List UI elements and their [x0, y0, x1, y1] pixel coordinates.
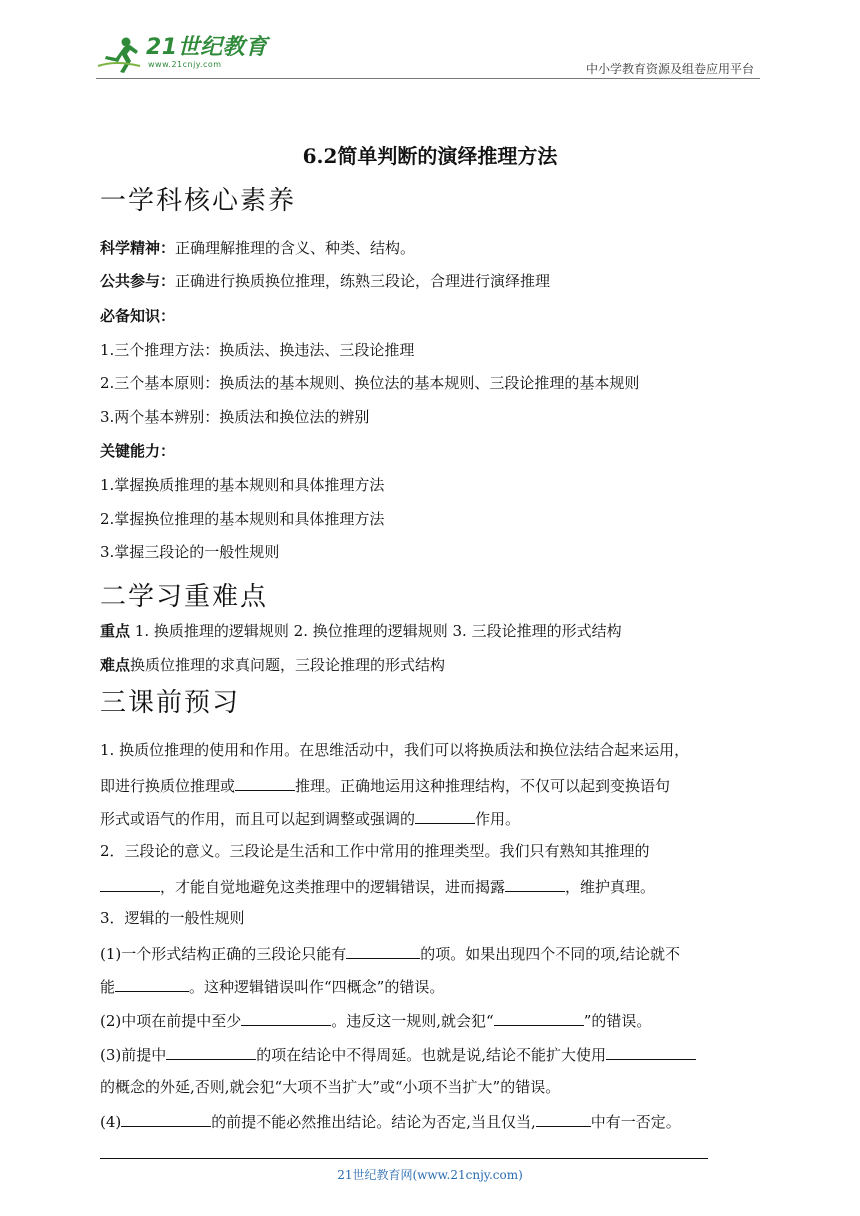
ability-label: 关键能力：: [100, 442, 176, 460]
preview-p2-line2: ，才能自觉地避免这类推理中的逻辑错误，进而揭露 ，维护真理。: [100, 875, 655, 897]
fill-blank[interactable]: [100, 875, 160, 892]
science-spirit-line: [100, 238, 415, 258]
fill-blank[interactable]: [121, 1110, 211, 1127]
header-divider: [96, 78, 760, 79]
page-header: [96, 30, 760, 80]
fill-blank[interactable]: [346, 942, 420, 959]
hard-label: 难点: [100, 656, 131, 674]
fill-blank[interactable]: [415, 807, 475, 824]
hard-points-line: [100, 655, 445, 675]
knowledge-item: 1.三个推理方法：换质法、换违法、三段论推理: [100, 341, 415, 359]
footer-divider: [100, 1158, 708, 1159]
rule-1-line2: 能 。这种逻辑错误叫作“四概念”的错误。: [100, 975, 444, 997]
fill-blank[interactable]: [235, 774, 295, 791]
fill-blank[interactable]: [166, 1043, 256, 1060]
rule-3-line1: (3)前提中 的项在结论中不得周延。也就是说,结论不能扩大使用: [100, 1043, 696, 1065]
key-label: 重点: [100, 622, 131, 640]
key-points-line: [100, 621, 622, 641]
science-label: 科学精神：: [100, 239, 176, 257]
logo-text: 21世纪教育: [146, 35, 268, 60]
rule-2-line: (2)中项在前提中至少 。违反这一规则,就会犯“ ”的错误。: [100, 1009, 651, 1031]
knowledge-item: 2.三个基本原则：换质法的基本规则、换位法的基本规则、三段论推理的基本规则: [100, 374, 640, 392]
preview-p1-line3: 形式或语气的作用，而且可以起到调整或强调的 作用。: [100, 807, 520, 829]
rule-4-line: (4) 的前提不能必然推出结论。结论为否定,当且仅当, 中有一否定。: [100, 1110, 681, 1132]
preview-p1-line2: 即进行换质位推理或 推理。正确地运用这种推理结构，不仅可以起到变换语句: [100, 774, 670, 796]
footer-text: 21世纪教育网(www.21cnjy.com): [337, 1168, 523, 1182]
rule-1-line1: (1)一个形式结构正确的三段论只能有 的项。如果出现四个不同的项,结论就不: [100, 942, 680, 964]
rule-3-line2: 的概念的外延,否则,就会犯“大项不当扩大”或“小项不当扩大”的错误。: [100, 1078, 561, 1096]
section-heading-preview: 三课前预习: [100, 688, 241, 718]
fill-blank[interactable]: [241, 1009, 331, 1026]
fill-blank[interactable]: [505, 875, 565, 892]
logo: [96, 36, 268, 76]
public-label: 公共参与：: [100, 272, 176, 290]
fill-blank[interactable]: [606, 1043, 696, 1060]
preview-p3-heading: 3．逻辑的一般性规则: [100, 909, 245, 927]
key-text: 1. 换质推理的逻辑规则 2. 换位推理的逻辑规则 3. 三段论推理的形式结构: [134, 622, 622, 640]
preview-p1-line1: 1. 换质位推理的使用和作用。在思维活动中，我们可以将换质法和换位法结合起来运用，: [100, 741, 690, 759]
page-title: 6.2简单判断的演绎推理方法: [302, 144, 558, 168]
knowledge-item: 3.两个基本辨别：换质法和换位法的辨别: [100, 408, 370, 426]
header-platform-text: 中小学教育资源及组卷应用平台: [585, 62, 754, 76]
hard-text: 换质位推理的求真问题，三段论推理的形式结构: [130, 656, 446, 674]
logo-url: www.21cnjy.com: [148, 60, 222, 69]
runner-logo-icon: [96, 36, 142, 76]
fill-blank[interactable]: [536, 1110, 591, 1127]
science-text: 正确理解推理的含义、种类、结构。: [175, 239, 416, 257]
ability-item: 1.掌握换质推理的基本规则和具体推理方法: [100, 476, 385, 494]
fill-blank[interactable]: [494, 1009, 584, 1026]
knowledge-label: 必备知识：: [100, 307, 176, 325]
fill-blank[interactable]: [115, 975, 189, 992]
section-heading-core: 一学科核心素养: [100, 186, 297, 216]
section-heading-difficulty: 二学习重难点: [100, 582, 269, 612]
preview-p2-line1: 2．三段论的意义。三段论是生活和工作中常用的推理类型。我们只有熟知其推理的: [100, 842, 650, 860]
ability-item: 3.掌握三段论的一般性规则: [100, 543, 280, 561]
public-participation-line: [100, 271, 550, 291]
ability-item: 2.掌握换位推理的基本规则和具体推理方法: [100, 510, 385, 528]
public-text: 正确进行换质换位推理，练熟三段论，合理进行演绎推理: [175, 272, 551, 290]
